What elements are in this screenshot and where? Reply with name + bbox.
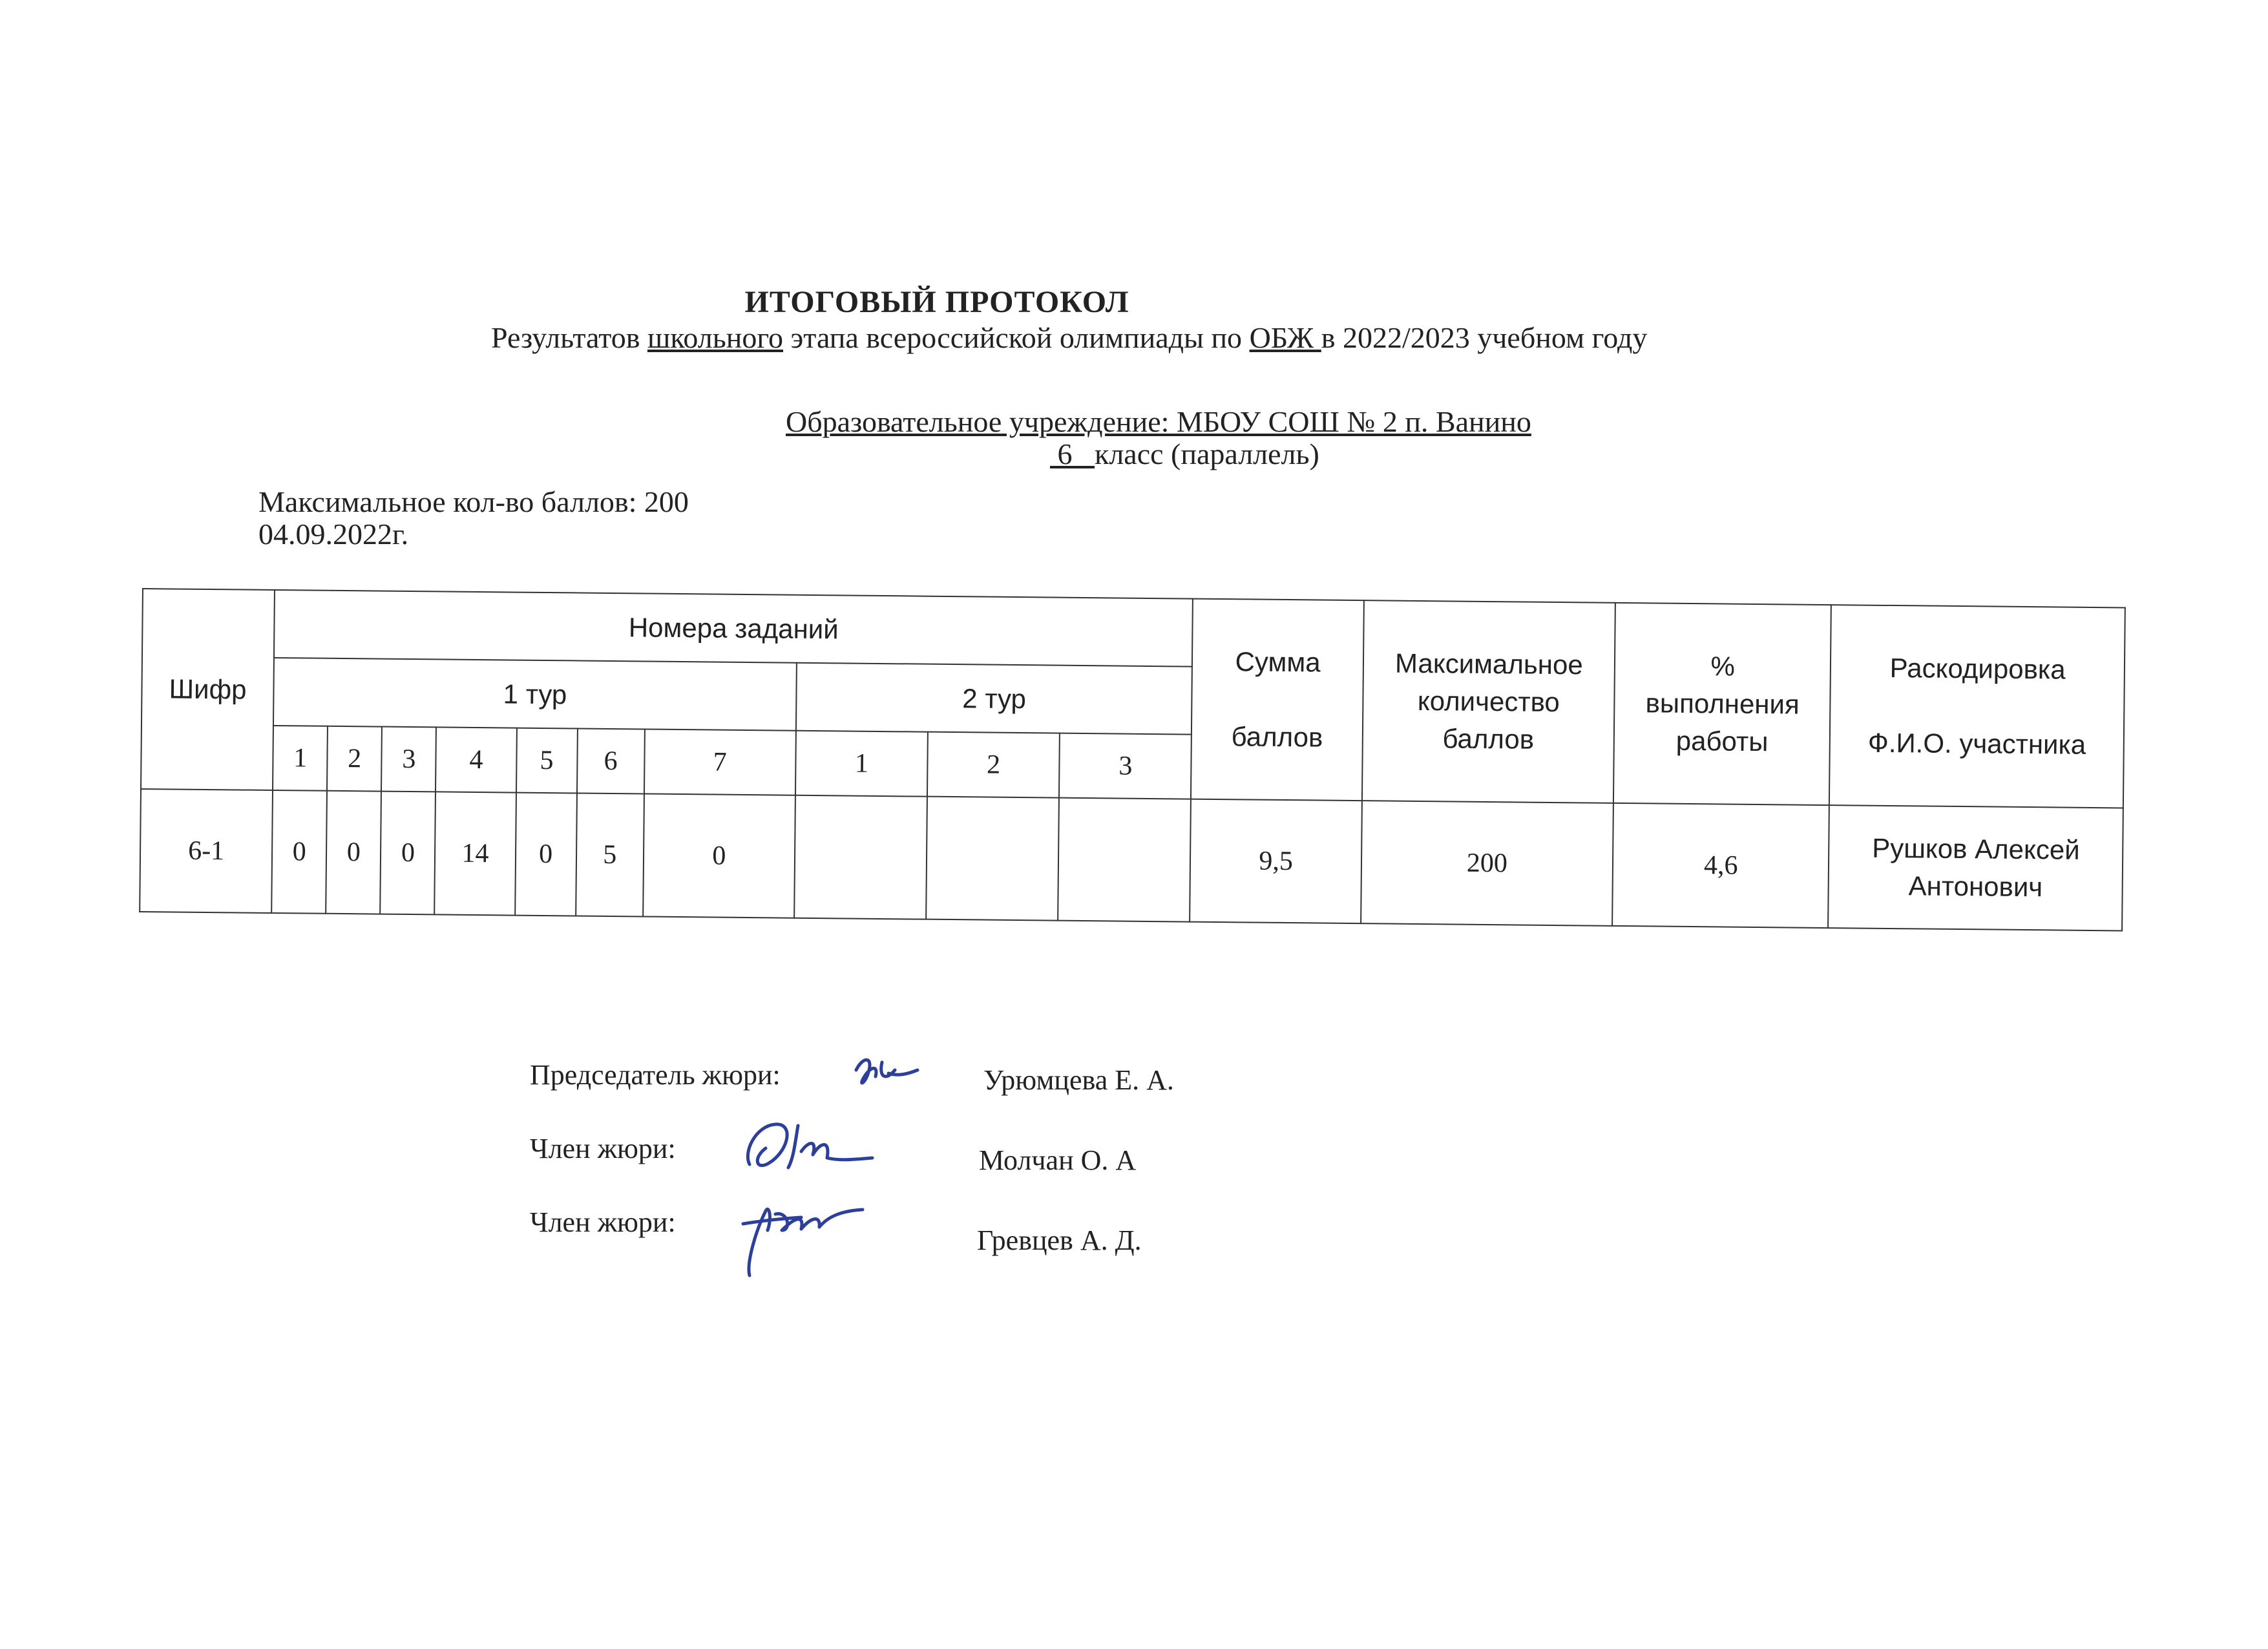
tasks-header: Номера заданий	[274, 590, 1193, 667]
task-number: 4	[436, 727, 516, 792]
percent-header: % выполнения работы	[1613, 603, 1831, 805]
handwritten-signature-icon	[850, 1051, 927, 1096]
max-header: Максимальное количество баллов	[1362, 600, 1615, 803]
score-cell	[926, 797, 1059, 921]
score-cell: 0	[515, 793, 577, 916]
score-cell	[794, 795, 927, 919]
handwritten-signature-icon	[737, 1113, 879, 1184]
document-title: ИТОГОВЫЙ ПРОТОКОЛ	[744, 285, 1129, 319]
signature-row-member-1	[530, 1132, 1305, 1184]
score-cell: 0	[326, 791, 381, 914]
sum-header: Сумма баллов	[1191, 599, 1363, 801]
signature-label: Член жюри:	[530, 1206, 676, 1238]
score-cell: 0	[271, 790, 327, 914]
subtitle-prefix: Результатов	[491, 321, 647, 354]
document-subtitle	[491, 320, 1647, 355]
task-number: 6	[577, 728, 645, 793]
round1-header: 1 тур	[273, 658, 797, 731]
signature-label: Член жюри:	[530, 1133, 676, 1164]
grade-label: класс (параллель)	[1095, 437, 1319, 470]
results-table	[139, 588, 2126, 931]
task-number: 7	[644, 729, 796, 795]
sum-cell: 9,5	[1190, 799, 1362, 924]
signature-row-chairman	[530, 1058, 1305, 1110]
subtitle-middle: этапа всероссийской олимпиады по	[783, 321, 1250, 354]
handwritten-signature-icon	[730, 1192, 872, 1282]
grade-line	[1050, 437, 1319, 471]
task-number: 1	[795, 731, 928, 797]
max-points-line: Максимальное кол-во баллов: 200	[258, 485, 689, 518]
task-number: 3	[1059, 733, 1192, 799]
score-cell: 5	[576, 793, 644, 916]
task-number: 2	[327, 726, 382, 792]
task-number: 5	[516, 728, 578, 793]
percent-cell: 4,6	[1612, 803, 1829, 928]
score-cell: 0	[643, 793, 795, 918]
signature-name: Молчан О. А	[979, 1144, 1137, 1176]
score-cell: 14	[435, 792, 516, 915]
cipher-cell: 6-1	[140, 789, 273, 913]
task-number: 1	[273, 726, 328, 791]
round2-header: 2 тур	[796, 663, 1193, 735]
max-cell: 200	[1361, 801, 1613, 926]
score-cell	[1058, 798, 1191, 922]
task-number: 2	[927, 732, 1060, 798]
signature-name: Урюмцева Е. А.	[983, 1064, 1174, 1096]
decode-header: Раскодировка Ф.И.О. участника	[1829, 605, 2125, 808]
subtitle-stage: школьного	[647, 321, 784, 354]
subtitle-subject: ОБЖ	[1249, 321, 1321, 354]
score-cell: 0	[381, 792, 436, 915]
school-line: Образовательное учреждение: МБОУ СОШ № 2 п. Ванино	[786, 405, 1531, 438]
signature-name: Гревцев А. Д.	[977, 1224, 1142, 1256]
signature-row-member-2	[530, 1206, 1305, 1257]
signature-label: Председатель жюри:	[530, 1059, 781, 1091]
participant-name-cell: Рушков Алексей Антонович	[1828, 805, 2123, 930]
task-number: 3	[381, 727, 436, 792]
cipher-header: Шифр	[141, 589, 275, 790]
subtitle-year: в 2022/2023 учебном году	[1321, 321, 1648, 354]
date-line: 04.09.2022г.	[258, 518, 409, 551]
grade-value: 6	[1057, 437, 1073, 470]
table-row	[140, 789, 2123, 930]
